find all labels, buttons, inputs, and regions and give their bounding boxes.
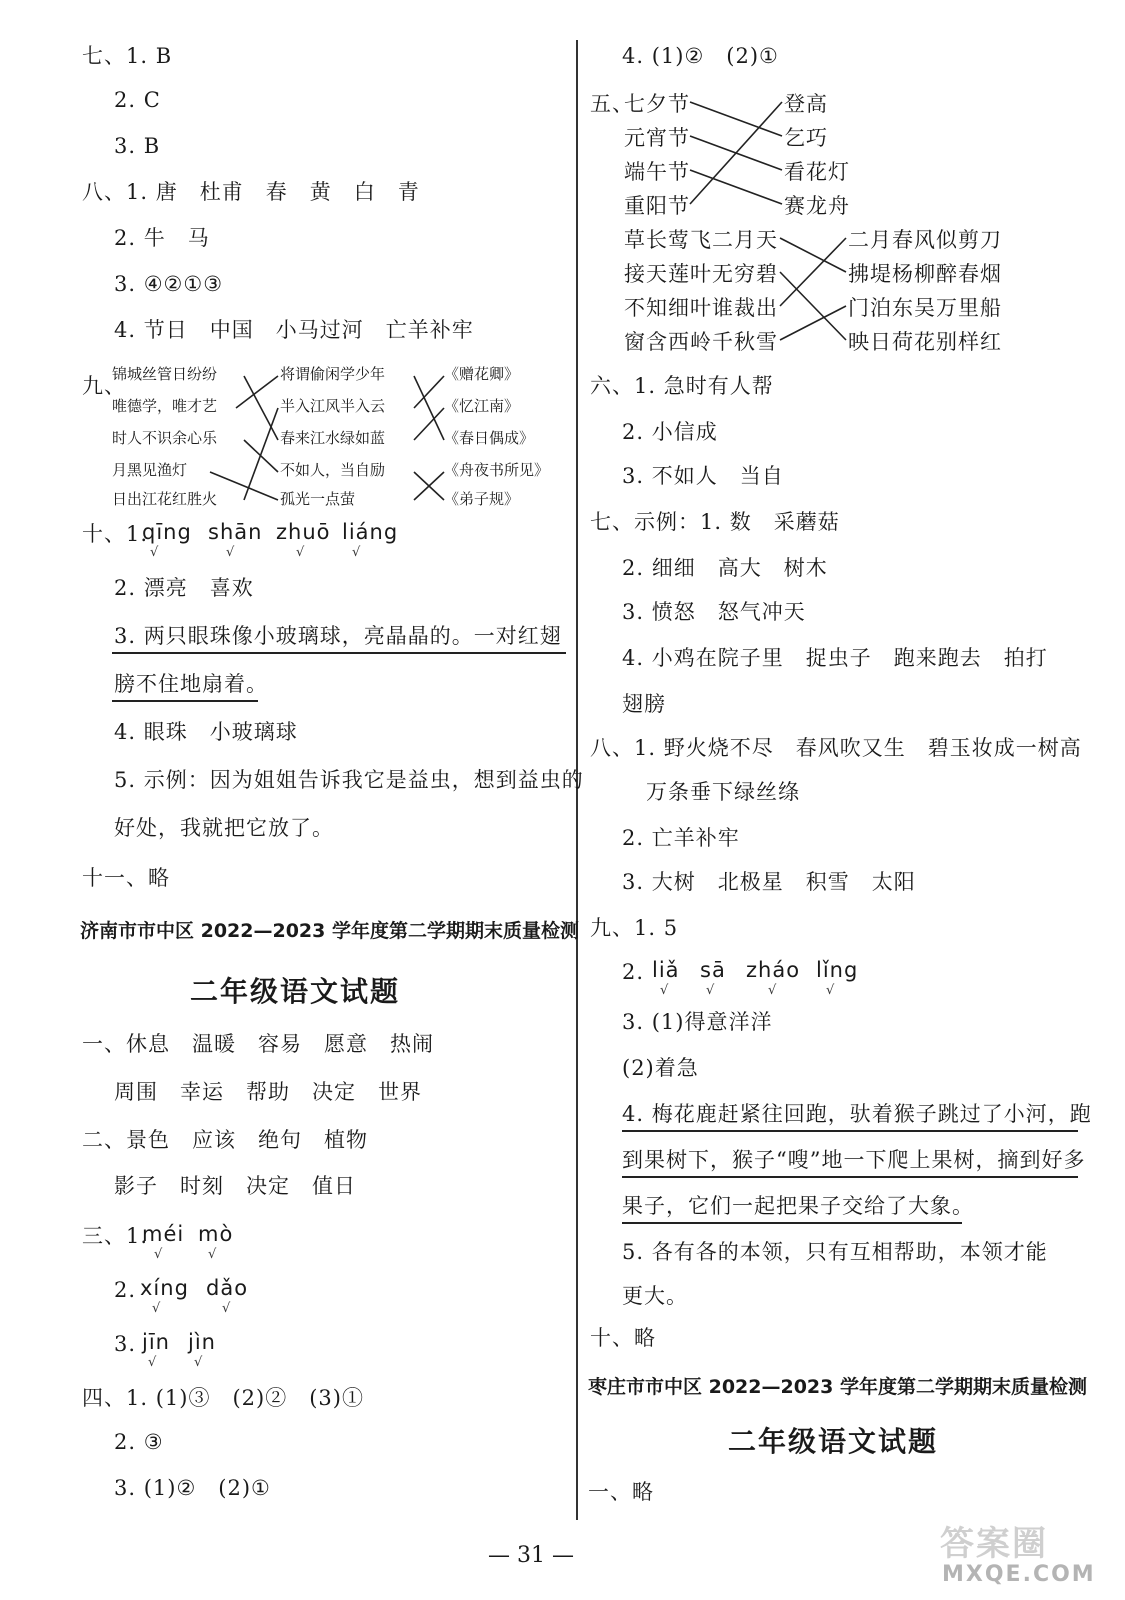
q9-col1-item: 日出江花红胜火 — [112, 490, 218, 508]
q9-col3-item: 《赠花卿》 — [444, 365, 520, 383]
q9-label: 九、 — [82, 374, 126, 398]
s7-answer-3: 3. 愤怒 怒气冲天 — [622, 600, 806, 624]
s7-answer-4-line2: 翅膀 — [622, 692, 666, 716]
q10-pinyin: qīng — [142, 520, 192, 544]
s5-festival: 七夕节 — [624, 92, 690, 116]
match-line — [414, 472, 444, 500]
s4-answer-4: 4. (1)② (2)① — [622, 44, 779, 68]
q9-col2-item: 不如人，当自励 — [280, 461, 386, 479]
s5-poem-left: 接天莲叶无穷碧 — [624, 262, 778, 286]
match-line — [780, 238, 846, 272]
q10-pinyin: liáng — [342, 520, 399, 544]
s6-answer-1: 六、1. 急时有人帮 — [590, 374, 774, 398]
q9-col1-item: 锦城丝管日纷纷 — [112, 365, 218, 383]
q10-answer-3-line1: 3. 两只眼珠像小玻璃球，亮晶晶的。一对红翅 — [114, 624, 562, 648]
s8-answer-1-line2: 万条垂下绿丝绦 — [646, 780, 800, 804]
s9-answer-3b: (2)着急 — [622, 1056, 699, 1080]
check-mark-icon: √ — [226, 545, 235, 560]
s9-pinyin: lǐng — [816, 958, 859, 982]
s7-answer-1: 七、示例：1. 数 采蘑菇 — [590, 510, 840, 534]
check-mark-icon: √ — [194, 1355, 203, 1370]
s6-answer-2: 2. 小信成 — [622, 420, 718, 444]
s8-answer-1-line1: 八、1. 野火烧不尽 春风吹又生 碧玉妆成一树高 — [590, 736, 1082, 760]
check-mark-icon: √ — [150, 545, 159, 560]
underline — [622, 1222, 962, 1224]
match-line — [244, 440, 278, 472]
s4-answer-2: 2. ③ — [114, 1430, 164, 1454]
s3-label-2: 2. — [114, 1278, 137, 1302]
s9-answer-4-line1: 4. 梅花鹿赶紧往回跑，驮着猴子跳过了小河，跑 — [622, 1102, 1092, 1126]
s5-festival: 重阳节 — [624, 194, 690, 218]
match-line — [414, 408, 444, 440]
q10-answer-2: 2. 漂亮 喜欢 — [114, 576, 254, 600]
grade-title: 二年级语文试题 — [190, 975, 401, 1008]
s3-pinyin: dǎo — [206, 1276, 249, 1300]
q8-answer-3: 3. ④②①③ — [114, 272, 224, 296]
match-line — [690, 102, 782, 136]
q10-pinyin: zhuō — [276, 520, 331, 544]
q8-answer-1: 八、1. 唐 杜甫 春 黄 白 青 — [82, 180, 420, 204]
match-line — [414, 472, 444, 500]
s1-line1: 一、休息 温暖 容易 愿意 热闹 — [82, 1032, 434, 1056]
q7-answer-1: 七、1. B — [82, 44, 173, 68]
q11-answer: 十一、略 — [82, 866, 170, 890]
s9-answer-4-line3: 果子，它们一起把果子交给了大象。 — [622, 1194, 974, 1218]
s9-answer-3: 3. (1)得意洋洋 — [622, 1010, 773, 1034]
exam-title: 枣庄市市中区 2022—2023 学年度第二学期期末质量检测 — [588, 1376, 1087, 1398]
q9-col3-item: 《舟夜书所见》 — [444, 461, 550, 479]
s5-festival: 端午节 — [624, 160, 690, 184]
q7-answer-3: 3. B — [114, 134, 161, 158]
s9-answer-4-line2: 到果树下，猴子“嗖”地一下爬上果树，摘到好多 — [622, 1148, 1086, 1172]
page-number: — 31 — — [488, 1543, 574, 1568]
s3-label-3: 3. — [114, 1332, 137, 1356]
s9-pinyin: liǎ — [652, 958, 680, 982]
check-mark-icon: √ — [706, 983, 715, 998]
s8-answer-3: 3. 大树 北极星 积雪 太阳 — [622, 870, 916, 894]
q8-answer-2: 2. 牛 马 — [114, 226, 210, 250]
s3-pinyin: xíng — [140, 1276, 189, 1300]
underline — [622, 1176, 1078, 1178]
match-line — [690, 136, 782, 170]
q9-col3-item: 《弟子规》 — [444, 490, 520, 508]
q9-col3-item: 《忆江南》 — [444, 397, 520, 415]
s6-answer-3: 3. 不如人 当自 — [622, 464, 784, 488]
s1-answer: 一、略 — [588, 1480, 654, 1504]
q9-col1-item: 月黑见渔灯 — [112, 461, 188, 479]
q10-answer-5-line1: 5. 示例：因为姐姐告诉我它是益虫，想到益虫的 — [114, 768, 584, 792]
s5-festival: 元宵节 — [624, 126, 690, 150]
check-mark-icon: √ — [296, 545, 305, 560]
s5-poem-right: 二月春风似剪刀 — [848, 228, 1002, 252]
s5-custom: 赛龙舟 — [784, 194, 850, 218]
check-mark-icon: √ — [768, 983, 777, 998]
s9-label-2: 2. — [622, 960, 645, 984]
s5-poem-left: 草长莺飞二月天 — [624, 228, 778, 252]
check-mark-icon: √ — [352, 545, 361, 560]
s4-answer-1: 四、1. (1)③ (2)② (3)① — [82, 1386, 364, 1410]
q8-answer-4: 4. 节日 中国 小马过河 亡羊补牢 — [114, 318, 474, 342]
s9-pinyin: sā — [700, 958, 726, 982]
check-mark-icon: √ — [148, 1355, 157, 1370]
match-line — [236, 376, 278, 408]
q9-col2-item: 孤光一点萤 — [280, 490, 356, 508]
check-mark-icon: √ — [154, 1247, 163, 1262]
s9-answer-5-line1: 5. 各有各的本领，只有互相帮助，本领才能 — [622, 1240, 1048, 1264]
match-line — [414, 376, 444, 440]
q10-label: 十、1. — [82, 522, 149, 546]
s3-label-1: 三、1. — [82, 1224, 149, 1248]
s5-poem-right: 拂堤杨柳醉春烟 — [848, 262, 1002, 286]
s9-answer-5-line2: 更大。 — [622, 1284, 688, 1308]
match-line — [780, 272, 846, 340]
match-line — [690, 102, 782, 204]
s3-pinyin: mò — [198, 1222, 234, 1246]
s5-poem-left: 不知细叶谁裁出 — [624, 296, 778, 320]
exam-title: 济南市市中区 2022—2023 学年度第二学期期末质量检测 — [80, 920, 579, 942]
s10-answer: 十、略 — [590, 1326, 656, 1350]
s3-pinyin: méi — [142, 1222, 185, 1246]
s1-line2: 周围 幸运 帮助 决定 世界 — [114, 1080, 422, 1104]
q10-answer-4: 4. 眼珠 小玻璃球 — [114, 720, 298, 744]
s5-custom: 登高 — [784, 92, 828, 116]
q9-col1-item: 唯德学，唯才艺 — [112, 397, 218, 415]
q9-col1-item: 时人不识余心乐 — [112, 429, 218, 447]
q10-answer-3-line2: 膀不住地扇着。 — [114, 672, 268, 696]
s7-answer-2: 2. 细细 高大 树木 — [622, 556, 828, 580]
s7-answer-4-line1: 4. 小鸡在院子里 捉虫子 跑来跑去 拍打 — [622, 646, 1048, 670]
underline — [112, 700, 258, 702]
s5-custom: 看花灯 — [784, 160, 850, 184]
match-line — [780, 238, 846, 306]
underline — [622, 1130, 1078, 1132]
q9-col2-item: 半入江风半入云 — [280, 397, 386, 415]
s2-line1: 二、景色 应该 绝句 植物 — [82, 1128, 368, 1152]
match-line — [244, 376, 278, 440]
q10-answer-5-line2: 好处，我就把它放了。 — [114, 816, 334, 840]
grade-title: 二年级语文试题 — [728, 1425, 939, 1458]
match-line — [210, 472, 278, 500]
check-mark-icon: √ — [660, 983, 669, 998]
s8-answer-2: 2. 亡羊补牢 — [622, 826, 740, 850]
s3-pinyin: jīn — [142, 1330, 170, 1354]
s5-poem-right: 门泊东吴万里船 — [848, 296, 1002, 320]
s3-pinyin: jìn — [188, 1330, 216, 1354]
underline — [112, 652, 566, 654]
s5-label: 五、 — [590, 92, 634, 116]
match-line — [780, 306, 846, 340]
q7-answer-2: 2. C — [114, 88, 161, 112]
watermark-url: MXQE.COM — [942, 1562, 1096, 1587]
watermark-logo: 答案圈 — [940, 1524, 1048, 1564]
check-mark-icon: √ — [826, 983, 835, 998]
s5-poem-right: 映日荷花别样红 — [848, 330, 1002, 354]
s5-custom: 乞巧 — [784, 126, 828, 150]
s2-line2: 影子 时刻 决定 值日 — [114, 1174, 356, 1198]
match-line — [690, 170, 782, 204]
q10-pinyin: shān — [208, 520, 263, 544]
s9-pinyin: zháo — [746, 958, 801, 982]
q9-col2-item: 春来江水绿如蓝 — [280, 429, 386, 447]
check-mark-icon: √ — [222, 1301, 231, 1316]
check-mark-icon: √ — [152, 1301, 161, 1316]
s9-answer-1: 九、1. 5 — [590, 916, 679, 940]
s5-poem-left: 窗含西岭千秋雪 — [624, 330, 778, 354]
check-mark-icon: √ — [208, 1247, 217, 1262]
match-line — [244, 408, 278, 500]
s4-answer-3: 3. (1)② (2)① — [114, 1476, 271, 1500]
match-line — [414, 376, 444, 408]
q9-col3-item: 《春日偶成》 — [444, 429, 535, 447]
q9-col2-item: 将谓偷闲学少年 — [280, 365, 386, 383]
